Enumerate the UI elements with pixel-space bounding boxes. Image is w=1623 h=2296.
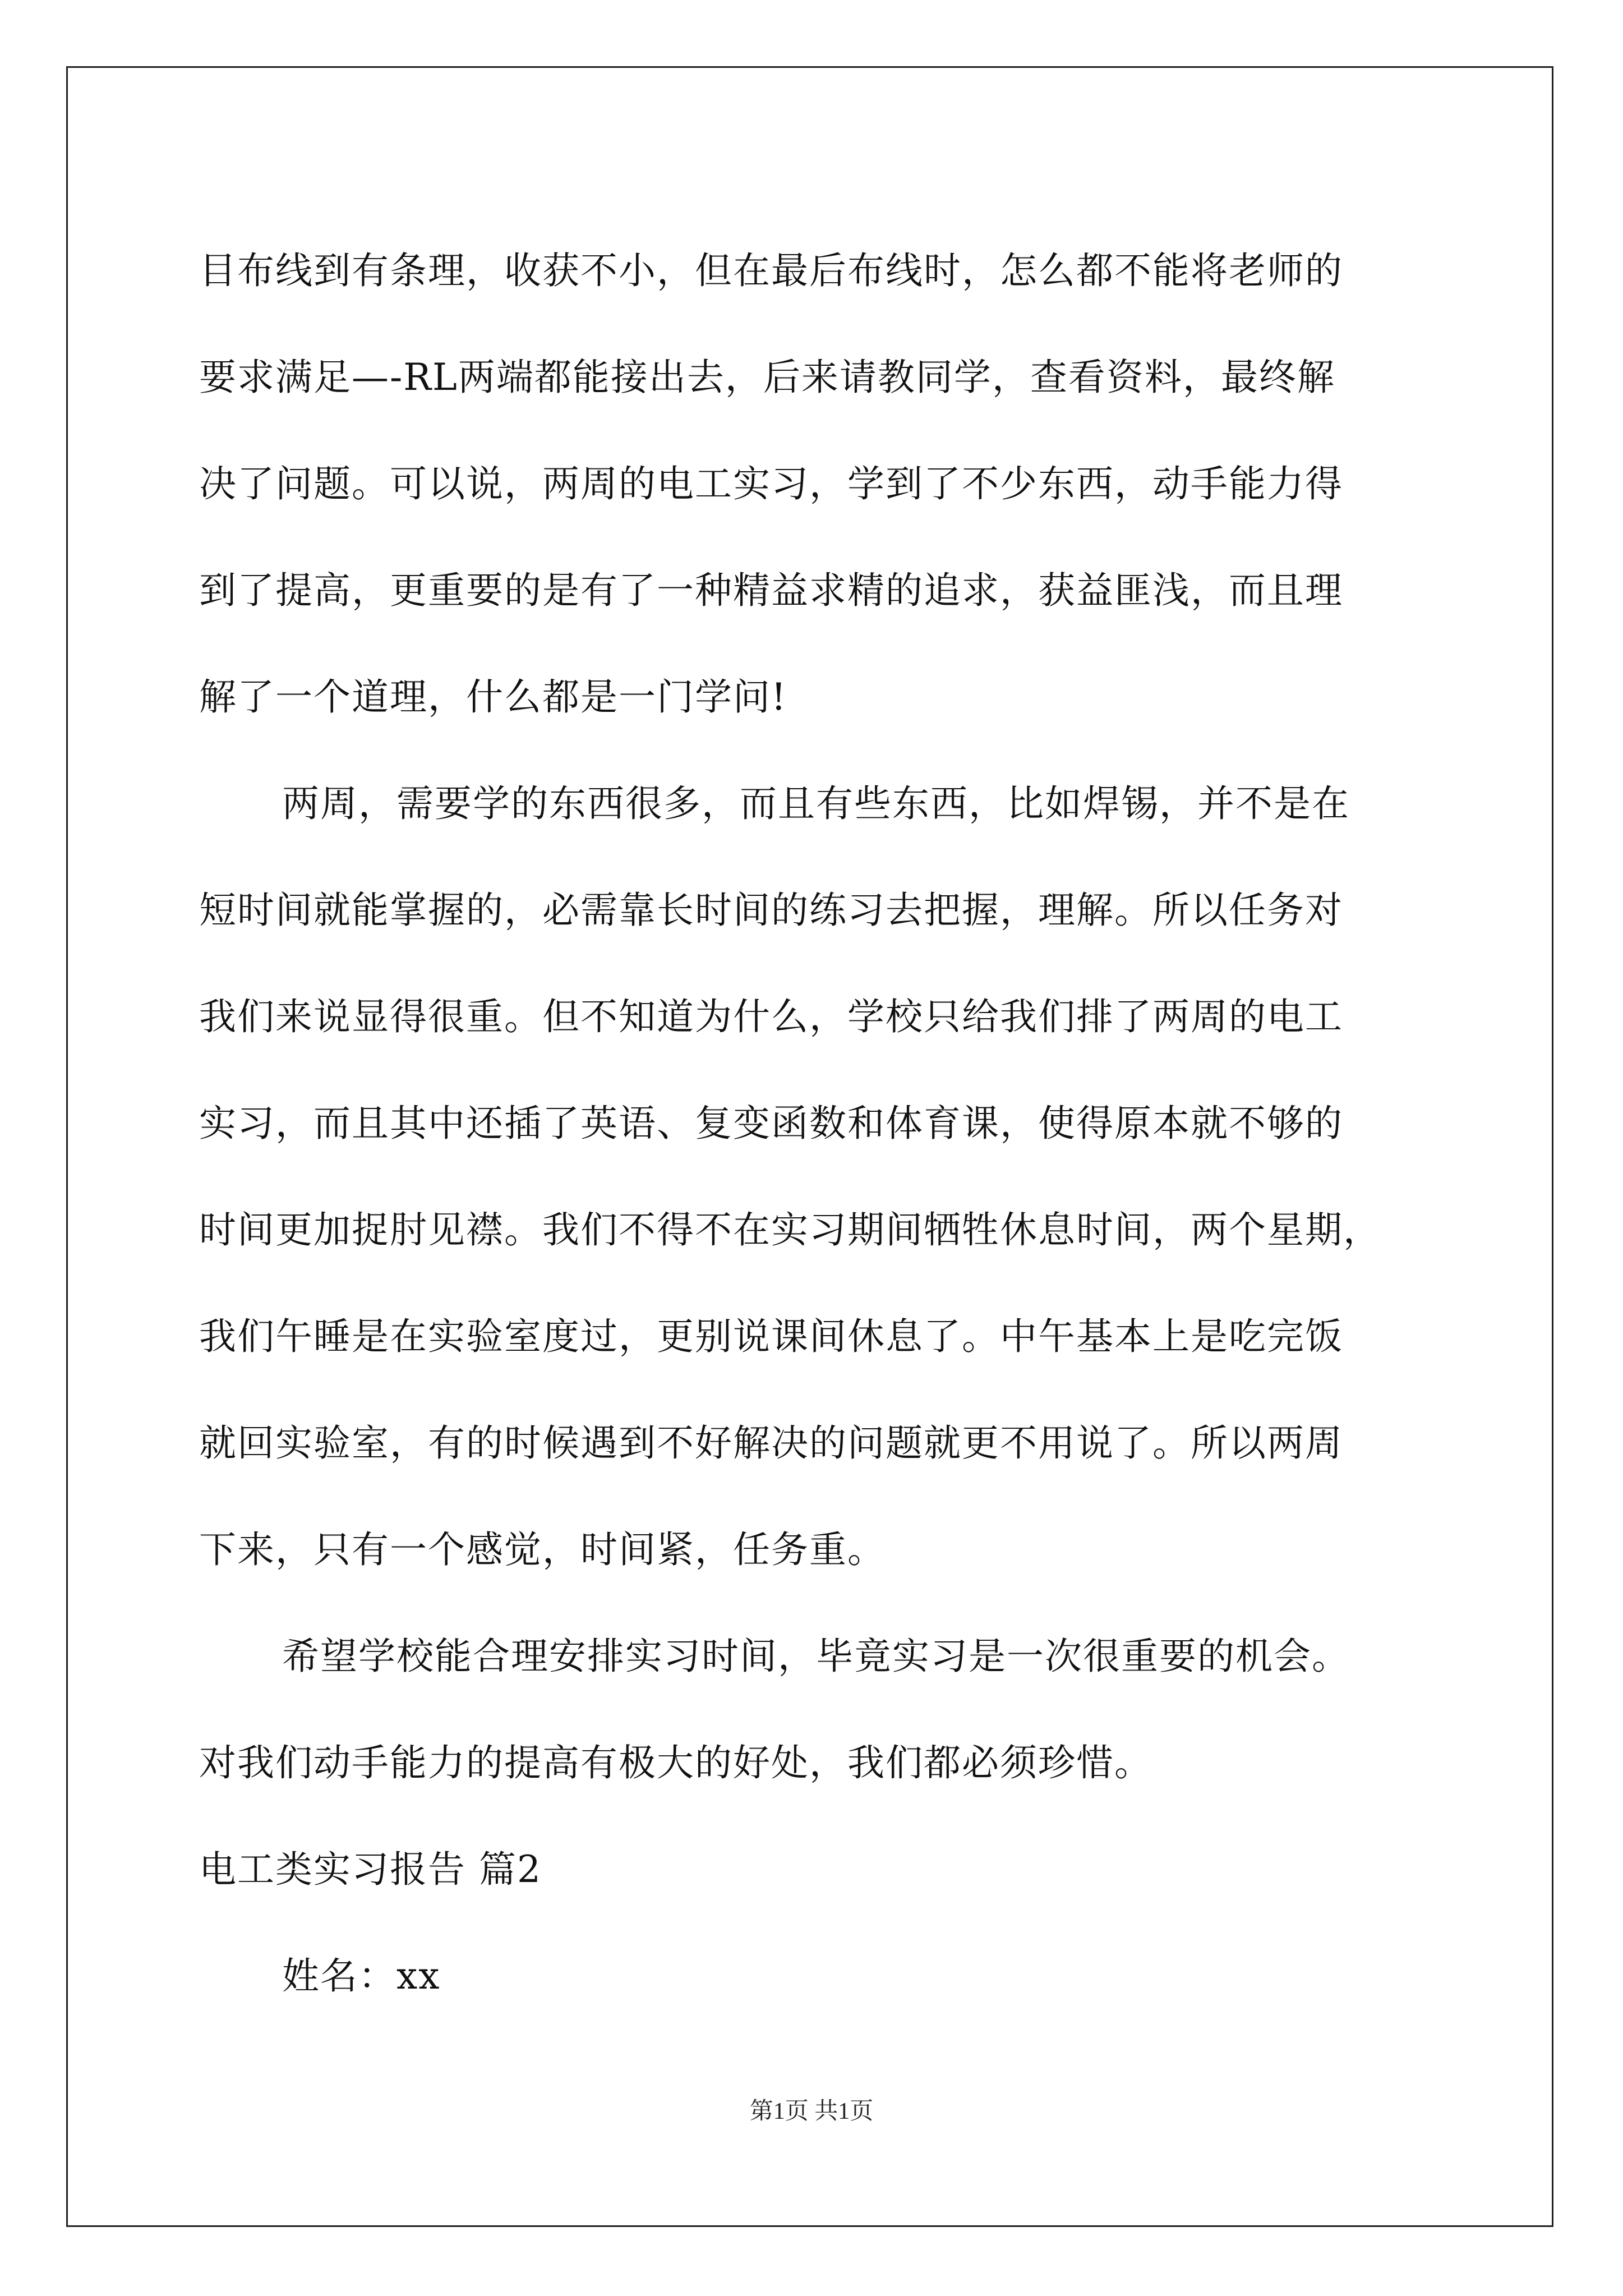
text-line-8: 我们来说显得很重。但不知道为什么，学校只给我们排了两周的电工 xyxy=(199,995,1343,1038)
text-line-1: 目布线到有条理，收获不小，但在最后布线时，怎么都不能将老师的 xyxy=(199,249,1343,292)
name-field: 姓名：xx xyxy=(282,1954,441,1998)
text-line-10: 时间更加捉肘见襟。我们不得不在实习期间牺牲休息时间，两个星期， xyxy=(199,1208,1381,1251)
text-line-4: 到了提高，更重要的是有了一种精益求精的追求，获益匪浅，而且理 xyxy=(199,569,1343,612)
text-line-5: 解了一个道理，什么都是一门学问! xyxy=(199,675,787,719)
text-line-7: 短时间就能掌握的，必需靠长时间的练习去把握，理解。所以任务对 xyxy=(199,889,1343,932)
text-line-6: 两周，需要学的东西很多，而且有些东西，比如焊锡，并不是在 xyxy=(282,782,1350,825)
text-line-15: 对我们动手能力的提高有极大的好处，我们都必须珍惜。 xyxy=(199,1741,1152,1784)
text-line-12: 就回实验室，有的时候遇到不好解决的问题就更不用说了。所以两周 xyxy=(199,1421,1343,1465)
text-line-14: 希望学校能合理安排实习时间，毕竟实习是一次很重要的机会。 xyxy=(282,1635,1350,1678)
page-number-footer: 第1页 共1页 xyxy=(749,2099,874,2124)
text-line-11: 我们午睡是在实验室度过，更别说课间休息了。中午基本上是吃完饭 xyxy=(199,1315,1343,1358)
text-line-3: 决了问题。可以说，两周的电工实习，学到了不少东西，动手能力得 xyxy=(199,462,1343,505)
document-body xyxy=(199,218,1438,2030)
section-heading: 电工类实习报告 篇2 xyxy=(199,1848,542,1891)
text-line-13: 下来，只有一个感觉，时间紧，任务重。 xyxy=(199,1528,886,1571)
text-line-2: 要求满足—-RL两端都能接出去，后来请教同学，查看资料，最终解 xyxy=(199,356,1335,399)
text-line-9: 实习，而且其中还插了英语、复变函数和体育课，使得原本就不够的 xyxy=(199,1102,1343,1145)
